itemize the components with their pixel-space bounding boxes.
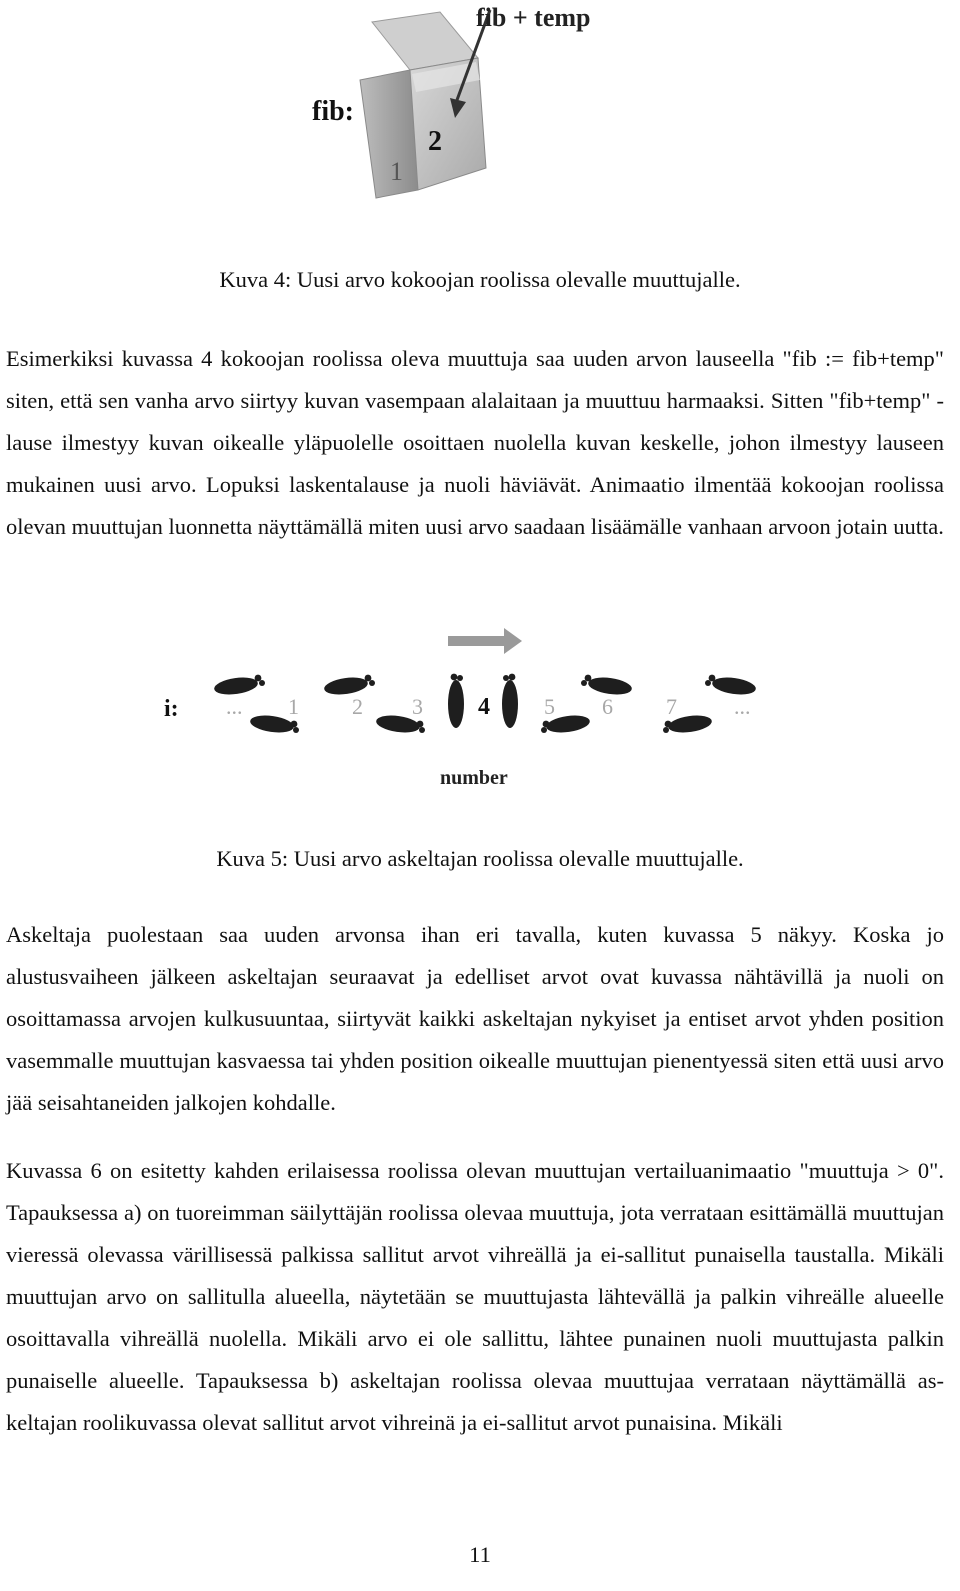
footprint-2-top xyxy=(323,675,375,697)
step-label: 2 xyxy=(352,694,363,719)
expression-label: fib + temp xyxy=(476,3,591,32)
variable-label: fib: xyxy=(312,96,354,127)
step-labels xyxy=(226,694,751,720)
step-label: 6 xyxy=(602,694,613,719)
figure-4-caption: Kuva 4: Uusi arvo kokoojan roolissa olevalle muuttujalle. xyxy=(219,267,741,292)
direction-arrow-head xyxy=(504,628,522,654)
step-label: ... xyxy=(226,694,243,719)
step-label: 5 xyxy=(544,694,555,719)
stepper-variable-label: i: xyxy=(164,696,179,722)
box-side xyxy=(360,70,418,198)
accumulator-box-illustration xyxy=(300,0,660,210)
step-label: 7 xyxy=(666,694,677,719)
paragraph-3: Kuvassa 6 on esitetty kahden erilaisessa roolissa olevan muuttujan vertailuanimaatio "muuttuja > 0". Tapauksessa a) on tuoreimman säilyttäjän roolissa olevaa muuttuja, jota verrataan esittämällä muuttujan vieressä olevassa värillisessä palkissa sallitut arvot vihreällä ja ei-sallitut punaisella taustalla. Mikäli muuttujan arvo on sallitulla alueella, näytetään se muuttujasta lähtevällä ja palkin vihreälle alueelle osoittavalla vihreällä nuolella. Mikäli arvo ei ole sallittu, lähtee punainen nuoli muuttujasta palkin punaiselle alueelle. Tapauksessa b) askeltajan roolissa olevaa muuttujaa verrataan näyttämällä askeltajan roolikuvassa olevat sallitut arvot vihreinä ja ei-sallitut arvot punaisina. Mikäli xyxy=(6,1158,944,1435)
stepper-footprints-illustration xyxy=(150,620,790,805)
paragraph-1: Esimerkiksi kuvassa 4 kokoojan roolissa oleva muuttuja saa uuden arvon lauseella "fib := fib+temp" siten, että sen vanha arvo siirtyy kuvan vasempaan alalaitaan ja muuttuu harmaaksi. Sitten "fib+temp" -lause ilmestyy kuvan oikealle yläpuolelle osoittaen nuolella kuvan keskelle, johon ilmestyy lauseen mukainen uusi arvo. Lopuksi laskentalause ja nuoli häviävät. Animaatio ilmentää kokoojan roolissa olevan muuttujan luonnetta näyttämällä miten uusi arvo saadaan lisäämälle vanhaan arvoon jotain uutta. xyxy=(6,346,944,539)
number-label: number xyxy=(440,767,508,789)
paragraph-2: Askeltaja puolestaan saa uuden arvonsa ihan eri tavalla, kuten kuvassa 5 näkyy. Koska jo alustusvaiheen jälkeen askeltajan seuraavat ja edelliset arvot ovat kuvassa nähtävillä ja nuoli on osoittamassa arvojen kulkusuuntaa, siirtyvät kaikki askeltajan nykyiset ja entiset arvot yhden position vasemmalle muuttujan kasvaessa tai yhden position oikealle muuttujan pienentyessä siten että uusi arvo jää seisahtaneiden jalkojen kohdalle. xyxy=(6,922,944,1115)
step-label: ... xyxy=(734,694,751,719)
step-label: 3 xyxy=(412,694,423,719)
figure-5-caption: Kuva 5: Uusi arvo askeltajan roolissa olevalle muuttujalle. xyxy=(216,846,744,871)
footprint-standing-left xyxy=(448,674,464,728)
page-number: 11 xyxy=(469,1542,491,1567)
figure-5-stepper xyxy=(150,620,790,805)
new-value: 2 xyxy=(428,126,442,157)
step-label: 1 xyxy=(288,694,299,719)
direction-arrow-shaft xyxy=(448,636,506,646)
step-label: 4 xyxy=(478,694,490,720)
footprint-standing-right xyxy=(502,674,518,728)
figure-4-accumulator xyxy=(300,0,660,210)
old-value: 1 xyxy=(390,157,403,186)
